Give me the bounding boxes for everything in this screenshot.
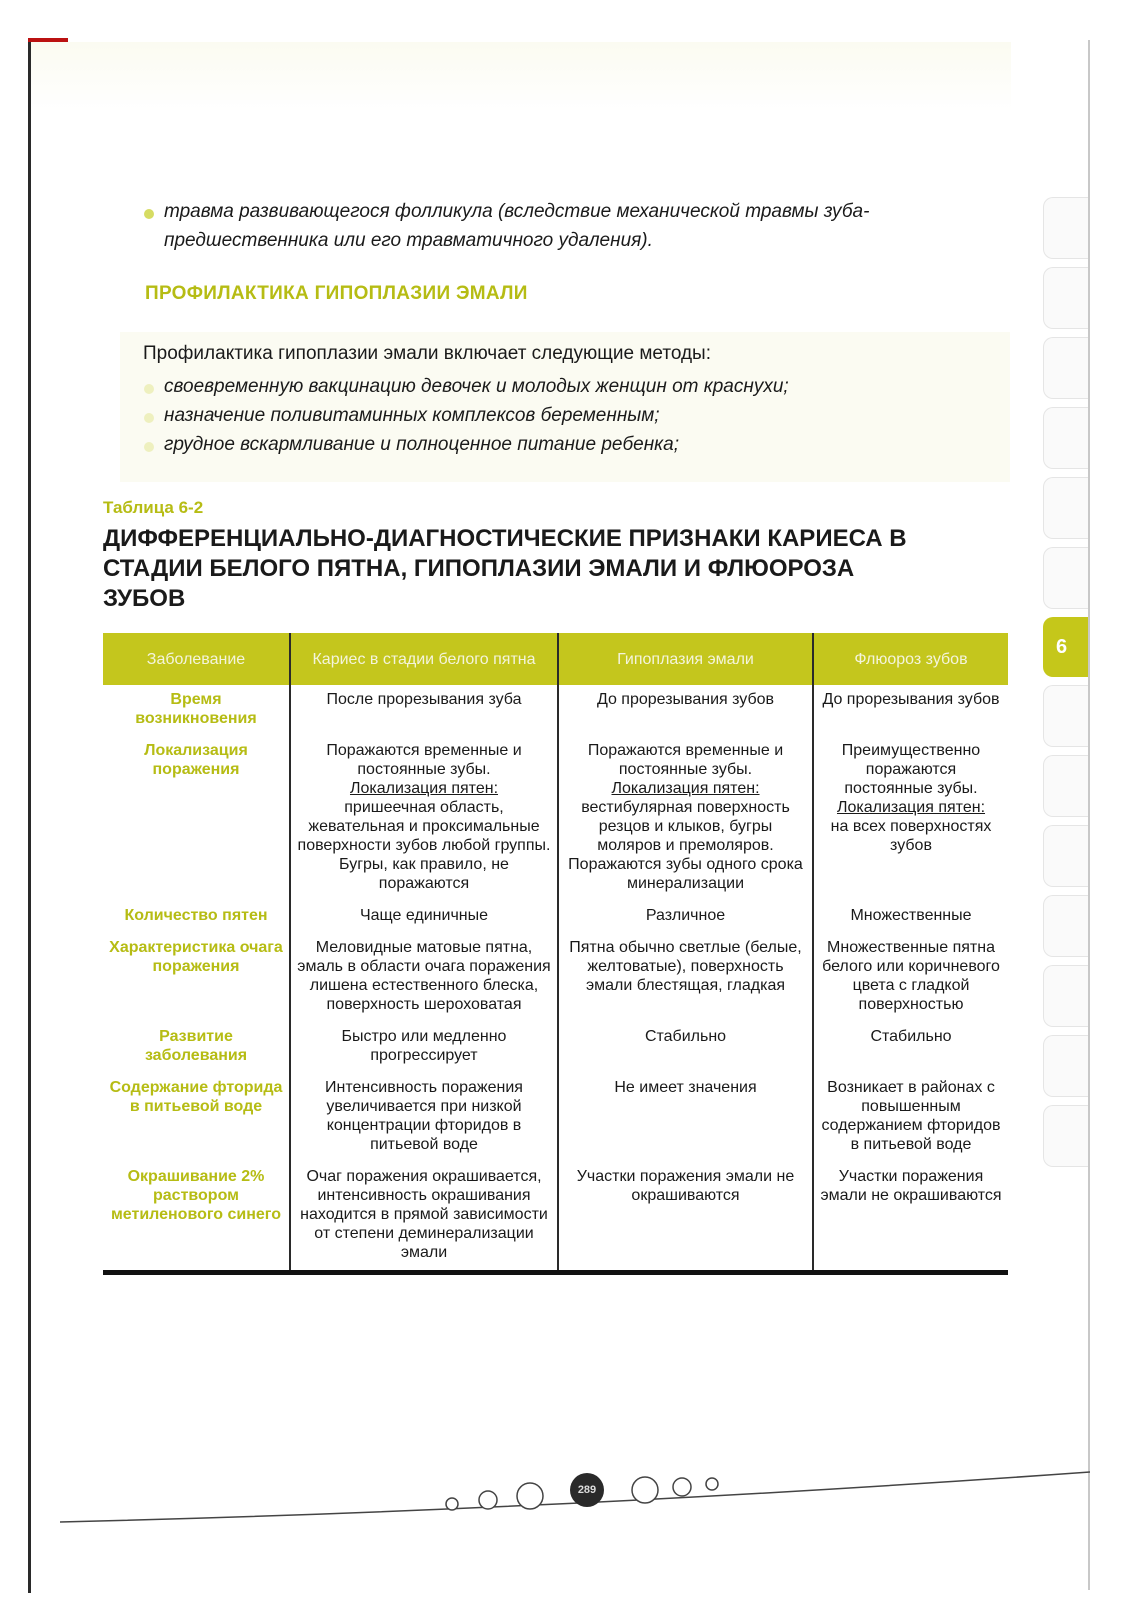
chapter-side-tabs	[1043, 197, 1088, 1175]
page-edge-left	[28, 38, 31, 1593]
table-cell: Пятна обычно светлые (белые, желтоватые), поверхность эмали блестящая, гладкая	[558, 933, 813, 1022]
page-top-shade	[31, 42, 1011, 112]
cell-text: вестибулярная поверхность резцов и клыков, бугры моляров и премоляров. Поражаются зубы одного срока минерализации	[568, 799, 803, 892]
cell-subheading: Локализация пятен:	[349, 780, 499, 797]
prevention-intro: Профилактика гипоплазии эмали включает следующие методы:	[143, 343, 711, 364]
table-row	[103, 736, 1008, 901]
cell-text: Поражаются временные и постоянные зубы.	[326, 742, 522, 778]
column-header: Кариес в стадии белого пятна	[290, 633, 558, 685]
side-tab	[1043, 267, 1088, 329]
side-tab	[1043, 547, 1088, 609]
bullet-dot-icon	[144, 442, 154, 452]
table-cell: Быстро или медленно прогрессирует	[290, 1022, 558, 1073]
row-label: Время возникновения	[135, 691, 257, 727]
section-heading: ПРОФИЛАКТИКА ГИПОПЛАЗИИ ЭМАЛИ	[145, 283, 528, 304]
list-item	[142, 372, 1022, 401]
table-row	[103, 1162, 1008, 1273]
list-item	[142, 401, 1022, 430]
page-edge-right	[1088, 40, 1090, 1590]
table-cell: После прорезывания зуба	[290, 685, 558, 736]
row-label: Развитие заболевания	[144, 1028, 248, 1064]
table-cell: Множественные	[813, 901, 1008, 933]
column-header: Гипоплазия эмали	[558, 633, 813, 685]
table-cell	[813, 736, 1008, 901]
row-label: Количество пятен	[124, 907, 268, 924]
table-cell: Чаще единичные	[290, 901, 558, 933]
prevention-list	[142, 372, 1022, 459]
side-tab	[1043, 1105, 1088, 1167]
cell-text: Преимущественно поражаются постоянные зубы.	[841, 742, 981, 797]
table-row	[103, 1022, 1008, 1073]
table-row	[103, 901, 1008, 933]
prevention-item: грудное вскармливание и полноценное питание ребенка;	[164, 434, 679, 455]
table-cell: Интенсивность поражения увеличивается при низкой концентрации фторидов в питьевой воде	[290, 1073, 558, 1162]
bullet-dot-icon	[144, 384, 154, 394]
table-cell: Возникает в районах с повышенным содержанием фторидов в питьевой воде	[813, 1073, 1008, 1162]
side-tab	[1043, 337, 1088, 399]
prevention-item: своевременную вакцинацию девочек и молодых женщин от краснухи;	[164, 376, 789, 397]
list-item	[142, 197, 972, 255]
table-cell: Участки поражения эмали не окрашиваются	[558, 1162, 813, 1273]
side-tab	[1043, 407, 1088, 469]
table-cell: Различное	[558, 901, 813, 933]
bullet-text: травма развивающегося фолликула (вследствие механической травмы зуба-предшественника или его травматичного удаления).	[164, 201, 870, 251]
row-label: Локализация поражения	[144, 742, 248, 778]
table-cell: Стабильно	[558, 1022, 813, 1073]
cell-text: Поражаются временные и постоянные зубы.	[587, 742, 784, 778]
table-cell: Множественные пятна белого или коричневого цвета с гладкой поверхностью	[813, 933, 1008, 1022]
table-row	[103, 933, 1008, 1022]
table-row	[103, 1073, 1008, 1162]
side-tab	[1043, 895, 1088, 957]
side-tab	[1043, 825, 1088, 887]
table-cell: Стабильно	[813, 1022, 1008, 1073]
row-label: Содержание фторида в питьевой воде	[109, 1079, 283, 1115]
row-label: Характеристика очага поражения	[109, 939, 283, 975]
cell-text: пришеечная область, жевательная и проксимальные поверхности зубов любой группы. Бугры, как правило, не поражаются	[297, 799, 551, 892]
table-cell	[290, 736, 558, 901]
bullet-dot-icon	[144, 413, 154, 423]
side-tab	[1043, 685, 1088, 747]
diagnostic-table	[103, 633, 1008, 1275]
side-tab	[1043, 197, 1088, 259]
side-tab	[1043, 477, 1088, 539]
table-cell: Не имеет значения	[558, 1073, 813, 1162]
list-item	[142, 430, 1022, 459]
table-cell: До прорезывания зубов	[813, 685, 1008, 736]
table-cell: До прорезывания зубов	[558, 685, 813, 736]
column-header: Флюороз зубов	[813, 633, 1008, 685]
table-cell: Участки поражения эмали не окрашиваются	[813, 1162, 1008, 1273]
table-title: ДИФФЕРЕНЦИАЛЬНО-ДИАГНОСТИЧЕСКИЕ ПРИЗНАКИ КАРИЕСА В СТАДИИ БЕЛОГО ПЯТНА, ГИПОПЛАЗИИ ЭМАЛИ И ФЛЮОРОЗА ЗУБОВ	[103, 525, 907, 612]
row-label: Окрашивание 2% раствором метиленового синего	[103, 1162, 290, 1273]
chapter-tab-active[interactable]: 6	[1043, 617, 1088, 677]
table-cell: Меловидные матовые пятна, эмаль в области очага поражения лишена естественного блеска, поверхность шероховатая	[290, 933, 558, 1022]
cell-subheading: Локализация пятен:	[611, 780, 760, 797]
side-tab	[1043, 965, 1088, 1027]
cell-text: на всех поверхностях зубов	[830, 818, 992, 854]
bullet-list-top	[142, 197, 972, 255]
table-cell	[558, 736, 813, 901]
table-row	[103, 685, 1008, 736]
table-caption: Таблица 6-2	[103, 498, 204, 517]
table-header-row	[103, 633, 1008, 685]
cell-subheading: Локализация пятен:	[836, 799, 986, 816]
prevention-item: назначение поливитаминных комплексов беременным;	[164, 405, 660, 426]
side-tab	[1043, 755, 1088, 817]
side-tab	[1043, 1035, 1088, 1097]
bullet-dot-icon	[144, 209, 154, 219]
table-cell: Очаг поражения окрашивается, интенсивность окрашивания находится в прямой зависимости от степени деминерализации эмали	[290, 1162, 558, 1273]
column-header: Заболевание	[103, 633, 290, 685]
page-number: 289	[570, 1473, 604, 1507]
